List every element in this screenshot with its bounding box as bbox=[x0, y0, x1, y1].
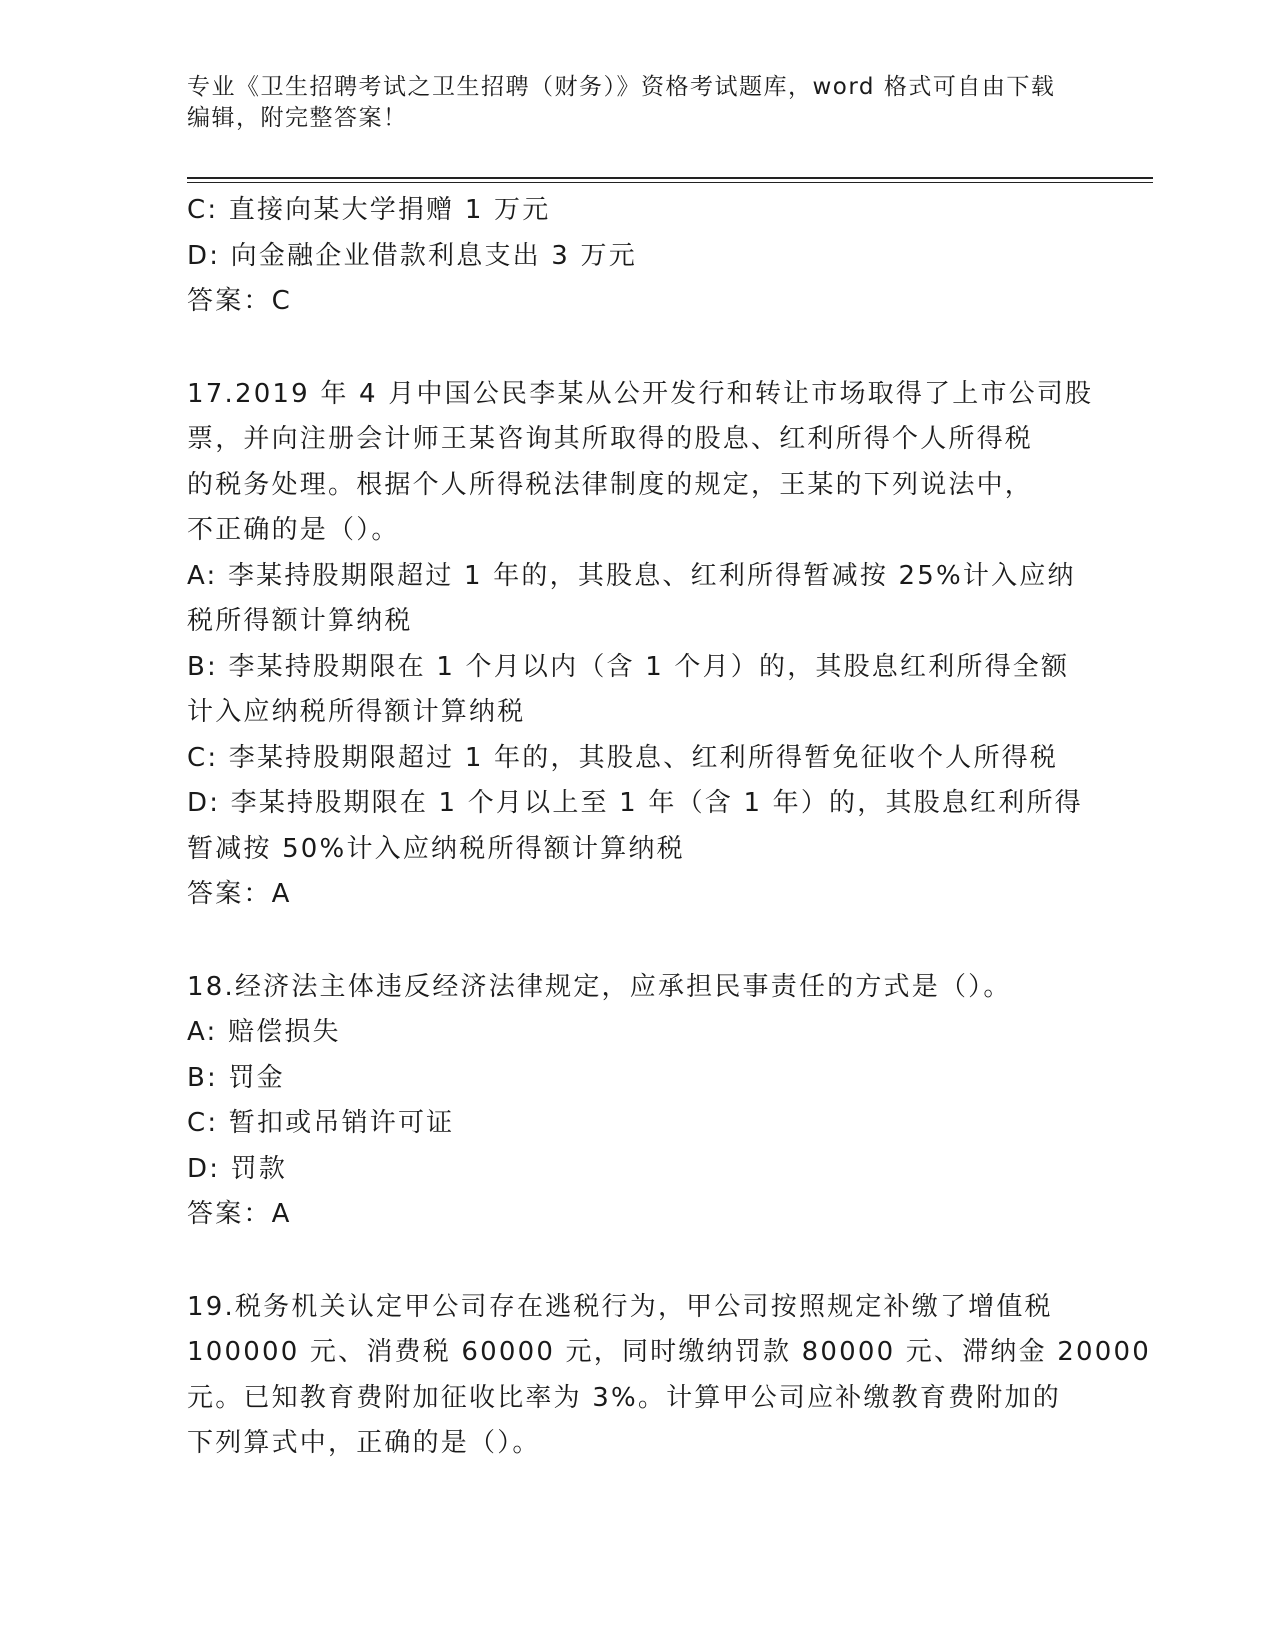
q18-option-c: C: 暂扣或吊销许可证 bbox=[187, 1108, 455, 1138]
q19-stem-line: 100000 元、消费税 60000 元，同时缴纳罚款 80000 元、滞纳金 20000 bbox=[187, 1337, 1151, 1367]
spacer bbox=[187, 325, 1087, 372]
q17-option-d-cont: 暂减按 50%计入应纳税所得额计算纳税 bbox=[187, 833, 685, 864]
q17-option-d: D: 李某持股期限在 1 个月以上至 1 年（含 1 年）的，其股息红利所得 bbox=[187, 788, 1083, 818]
header-line-1: 专业《卫生招聘考试之卫生招聘（财务）》资格考试题库，word 格式可自由下载 bbox=[187, 74, 1056, 100]
q17-option-c: C: 李某持股期限超过 1 年的，其股息、红利所得暂免征收个人所得税 bbox=[187, 742, 1059, 773]
q17-stem-line: 不正确的是（）。 bbox=[187, 515, 400, 545]
document-header bbox=[187, 72, 1067, 134]
question-content bbox=[187, 188, 1151, 1467]
q18-option-b: B: 罚金 bbox=[187, 1062, 285, 1093]
q18-option-a: A: 赔偿损失 bbox=[187, 1017, 341, 1047]
q18-stem: 18.经济法主体违反经济法律规定，应承担民事责任的方式是（）。 bbox=[187, 971, 1012, 1002]
q17-option-a: A: 李某持股期限超过 1 年的，其股息、红利所得暂减按 25%计入应纳 bbox=[187, 560, 1076, 591]
header-line-2: 编辑，附完整答案！ bbox=[187, 105, 408, 131]
q16-option-d: D: 向金融企业借款利息支出 3 万元 bbox=[187, 240, 637, 271]
q17-option-b: B: 李某持股期限在 1 个月以内（含 1 个月）的，其股息红利所得全额 bbox=[187, 651, 1070, 682]
q17-option-b-cont: 计入应纳税所得额计算纳税 bbox=[187, 697, 526, 727]
q17-stem-line: 17.2019 年 4 月中国公民李某从公开发行和转让市场取得了上市公司股 bbox=[187, 378, 1094, 409]
q17-stem-line: 的税务处理。根据个人所得税法律制度的规定，王某的下列说法中， bbox=[187, 469, 1034, 500]
q16-answer: 答案：C bbox=[187, 286, 292, 316]
q17-answer: 答案：A bbox=[187, 879, 292, 909]
question-19 bbox=[187, 1285, 1151, 1467]
spacer bbox=[187, 1238, 1087, 1285]
q19-stem-line: 元。已知教育费附加征收比率为 3%。计算甲公司应补缴教育费附加的 bbox=[187, 1382, 1061, 1413]
question-16-tail bbox=[187, 188, 1087, 325]
q17-stem-line: 票，并向注册会计师王某咨询其所取得的股息、红利所得个人所得税 bbox=[187, 424, 1034, 454]
q19-stem-line: 19.税务机关认定甲公司存在逃税行为，甲公司按照规定补缴了增值税 bbox=[187, 1291, 1053, 1322]
q18-answer: 答案：A bbox=[187, 1199, 292, 1229]
question-18 bbox=[187, 965, 1087, 1238]
question-17 bbox=[187, 372, 1094, 918]
q16-option-c: C: 直接向某大学捐赠 1 万元 bbox=[187, 195, 551, 225]
header-rule-thin bbox=[187, 182, 1153, 183]
q19-stem-line: 下列算式中，正确的是（）。 bbox=[187, 1428, 541, 1458]
spacer bbox=[187, 918, 1087, 965]
q18-option-d: D: 罚款 bbox=[187, 1153, 288, 1184]
q17-option-a-cont: 税所得额计算纳税 bbox=[187, 606, 413, 636]
header-rule-thick bbox=[187, 177, 1153, 179]
